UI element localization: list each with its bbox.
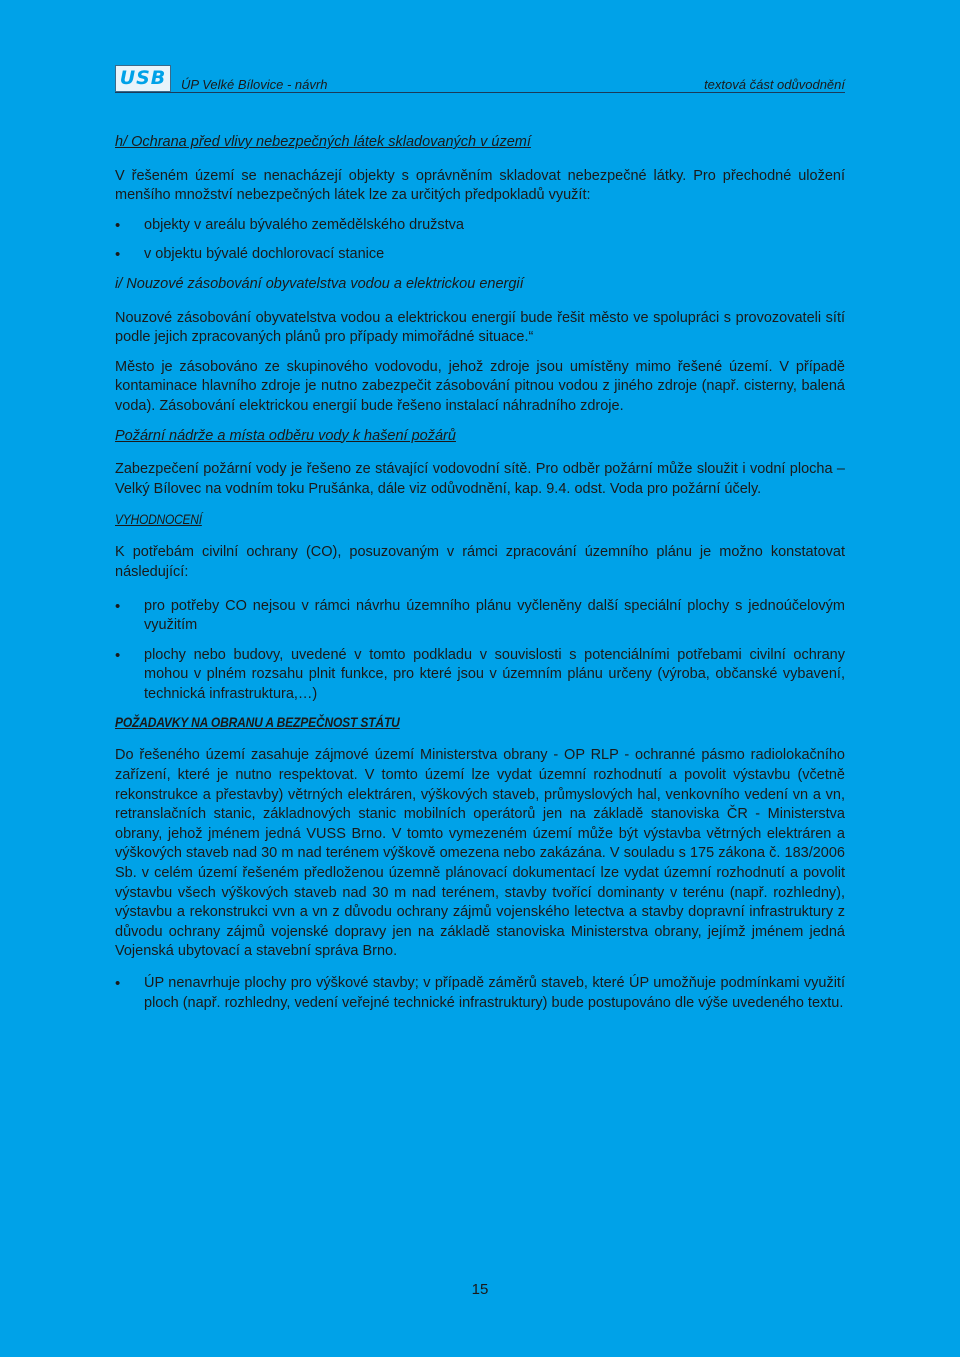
- page-header: [115, 65, 845, 93]
- evaluation-paragraph: K potřebám civilní ochrany (CO), posuzovaným v rámci zpracování územního plánu je možno konstatovat následující:: [115, 544, 845, 580]
- section-h-paragraph: V řešeném území se nenacházejí objekty s oprávněním skladovat nebezpečné látky. Pro přechodné uložení menšího množství nebezpečných látek lze za určitých předpokladů využít:: [115, 167, 845, 204]
- company-logo: USB: [115, 65, 171, 92]
- list-item: • pro potřeby CO nejsou v rámci návrhu územního plánu vyčleněny další speciální plochy s jednoúčelovým využitím: [115, 597, 845, 636]
- defense-list: [115, 974, 845, 1013]
- evaluation-list: [115, 597, 845, 705]
- document-body: [115, 133, 845, 1013]
- section-i-paragraph-2: Město je zásobováno ze skupinového vodovodu, jehož zdroje jsou umístěny mimo řešené území. V případě kontaminace hlavního zdroje je nutno zabezpečit zásobování pitnou vodou z jiného zdroje (např. cisterny, balená voda). Zásobování elektrickou energií bude řešeno instalací náhradního zdroje.: [115, 358, 845, 414]
- fire-water-heading: Požární nádrže a místa odběru vody k hašení požárů: [115, 427, 456, 444]
- fire-water-paragraph: Zabezpečení požární vody je řešeno ze stávající vodovodní sítě. Pro odběr požární může sloužit i vodní plocha – Velký Bílovec na vodním toku Prušánka, dále viz odůvodnění, kap. 9.4. odst. Voda pro požární účely.: [115, 461, 845, 497]
- list-item: • plochy nebo budovy, uvedené v tomto podkladu v souvislosti s potenciálními potřebami civilní ochrany mohou v plném rozsahu plnit funkce, pro které jsou v územním plánu určeny (výroba, občanské vybavení, technická infrastruktura,…): [115, 646, 845, 705]
- defense-heading: POŽADAVKY NA OBRANU A BEZPEČNOST STÁTU: [115, 714, 400, 731]
- page-number: 15: [471, 1281, 489, 1298]
- header-section-label: textová část odůvodnění: [704, 77, 845, 92]
- defense-paragraph: Do řešeného území zasahuje zájmové území Ministerstva obrany - OP RLP - ochranné pásmo radiolokačního zařízení, které je nutno respektovat. V tomto území lze vydat územní rozhodnutí a povolit výstavbu (včetně rekonstrukce a přestavby) větrných elektráren, výškových staveb, průmyslových hal, venkovního vedení vn a vn, retranslačních stanic, základnových stanic mobilních operátorů jen na základě stanoviska ČR - Ministerstva obrany, jehož jménem jedná VUSS Brno. V tomto vymezeném území může být výstavba větrných elektráren a výškových staveb nad 30 m nad terénem výškově omezena nebo zakázána. V souladu s 175 zákona č. 183/2006 Sb. v celém území řešeném předloženou územně plánovací dokumentací lze vydat územní rozhodnutí a povolit výstavbu všech výškových staveb nad 30 m nad terénem, stavby tvořící dominanty v terénu (např. rozhledny), výstavbu a rekonstrukci vvn a vn z důvodu ochrany zájmů vojenského letectva a stavby dopravní infrastruktury z důvodu ochrany zájmů vojenské dopravy jen na základě stanoviska Ministerstva obrany, jejímž jménem jedná Vojenská ubytovací a stavební správa Brno.: [115, 747, 845, 960]
- evaluation-heading: VYHODNOCENÍ: [115, 511, 202, 528]
- list-item: • v objektu bývalé dochlorovací stanice: [115, 245, 845, 265]
- list-item: • objekty v areálu bývalého zemědělského družstva: [115, 216, 845, 236]
- section-h-heading: h/ Ochrana před vlivy nebezpečných látek skladovaných v území: [115, 134, 531, 150]
- list-item: • ÚP nenavrhuje plochy pro výškové stavby; v případě záměrů staveb, které ÚP umožňuje podmínkami využití ploch (např. rozhledny, vedení veřejné technické infrastruktury) bude postupováno dle výše uvedeného textu.: [115, 974, 845, 1013]
- section-i-heading: i/ Nouzové zásobování obyvatelstva vodou a elektrickou energií: [115, 275, 524, 292]
- section-h-list: [115, 216, 845, 265]
- header-title: ÚP Velké Bílovice - návrh: [181, 77, 328, 92]
- section-i-paragraph-1: Nouzové zásobování obyvatelstva vodou a elektrickou energií bude řešit město ve spolupráci s provozovateli sítí podle jejich zpracovaných plánů pro případy mimořádné situace.“: [115, 309, 845, 346]
